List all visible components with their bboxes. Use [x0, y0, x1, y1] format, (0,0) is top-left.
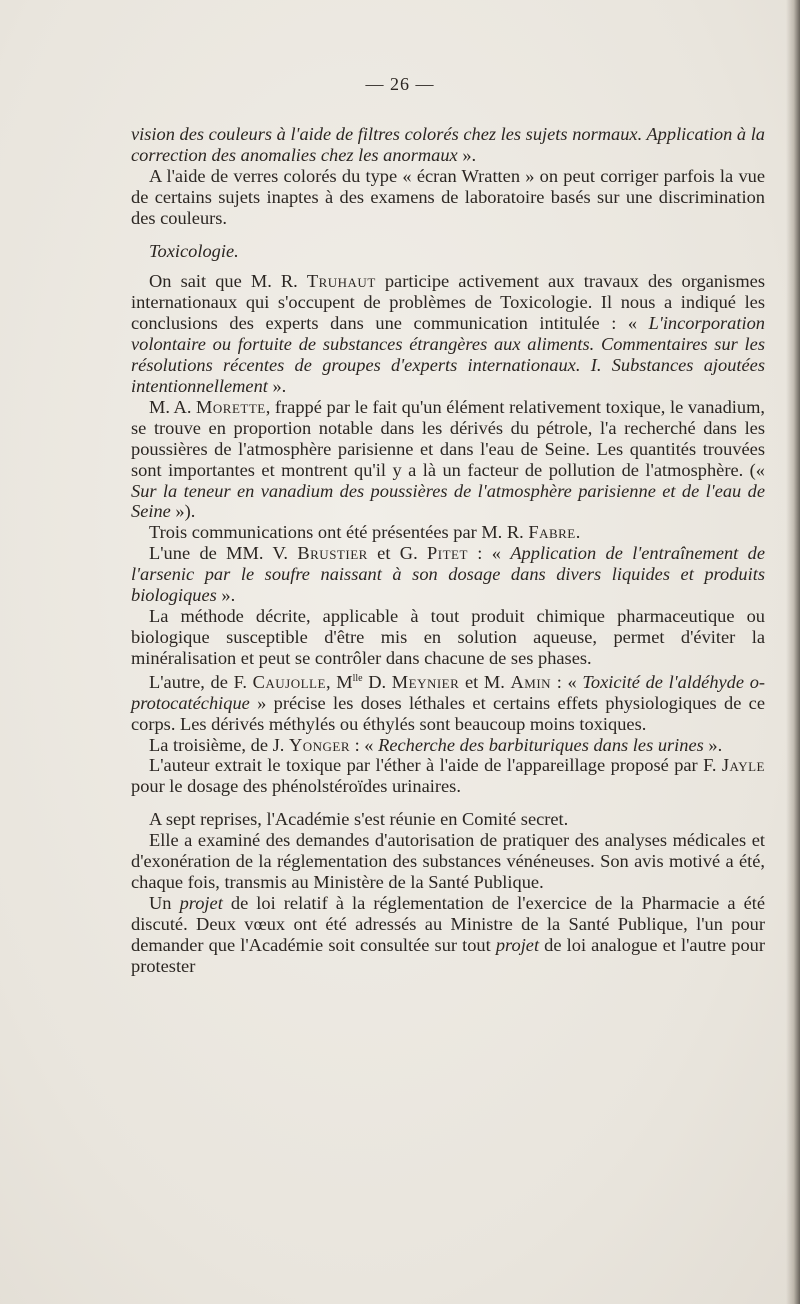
paragraph-4: M. A. Morette, frappé par le fait qu'un élément relativement toxique, le vanadium, se trouve en proportion notable dans les dérivés du pétrole, l'a recherché dans les poussières de l'atmosphère parisienne et dans l'eau de Seine. Les quantités trouvées sont importantes et montrent qu'il y a là un facteur de pollution de l'atmosphère. (« Sur la teneur en vanadium des poussières de l'atmosphère parisienne et de l'eau de Seine »). — [131, 396, 765, 522]
author-name: Fabre — [528, 522, 576, 543]
paragraph-12: Elle a examiné des demandes d'autorisation de pratiquer des analyses médicales et d'exonération de la réglementation des substances vénéneuses. Son avis motivé a été, chaque fois, transmis au Ministère de la Santé Publique. — [131, 830, 765, 892]
body-text — [131, 124, 765, 976]
paragraph-6: L'une de MM. V. Brustier et G. Pitet : « Application de l'entraînement de l'arsenic par le soufre naissant à son dosage dans divers liquides et produits biologiques ». — [131, 543, 766, 606]
paragraph-7: La méthode décrite, applicable à tout produit chimique pharmaceutique ou biologique susceptible d'être mis en solution aqueuse, permet d'éviter la minéralisation et peut se contrôler dans chacune de ses phases. — [131, 605, 765, 668]
author-name: Brustier — [297, 543, 368, 564]
author-name: Pitet — [427, 543, 468, 564]
author-name: Jayle — [721, 755, 765, 776]
section-heading: Toxicologie. — [149, 240, 239, 261]
author-name: Caujolle — [252, 671, 326, 692]
italic-word: projet — [179, 892, 223, 913]
paragraph-8: L'autre, de F. Caujolle, $M^{lle}$ D. Meynier et M. Amin : « Toxicité de l'aldéhyde o-protocatéchique » précise les doses léthales et certains effets physiologiques de ce corps. Les dérivés méthylés ou éthylés sont beaucoup moins toxiques. — [131, 671, 766, 734]
author-name: Meynier — [391, 671, 460, 692]
author-name: Yonger — [288, 734, 350, 755]
paper-title-italic: vision des couleurs à l'aide de filtres colorés chez les sujets normaux. Application à la correction des anomalies chez les anormaux — [131, 124, 765, 165]
communication-title: Recherche des barbituriques dans les urines — [378, 734, 704, 755]
paragraph-2: A l'aide de verres colorés du type « écran Wratten » on peut corriger parfois la vue de certains sujets inaptes à des examens de laboratoire basés sur une discrimination des couleurs. — [131, 165, 765, 228]
page-number: — 26 — — [365, 74, 435, 94]
communication-title: Application de l'entraînement de l'arsenic par le soufre naissant à son dosage dans divers liquides et produits biologiques — [131, 543, 766, 606]
title-superscript: lle — [352, 672, 363, 684]
paragraph-1: vision des couleurs à l'aide de filtres colorés chez les sujets normaux. Application à la correction des anomalies chez les anormaux ». — [131, 124, 765, 165]
author-name: Morette — [196, 396, 266, 417]
paragraph-9: La troisième, de J. Yonger : « Recherche des barbituriques dans les urines ». — [149, 734, 723, 755]
communication-title: Toxicité de l'aldéhyde o-protocatéchique — [131, 671, 766, 713]
paragraph-13: Un projet de loi relatif à la réglementation de l'exercice de la Pharmacie a été discuté. Deux vœux ont été adressés au Ministre de la Santé Publique, l'un pour demander que l'Académie soit consultée sur tout projet de loi analogue et l'autre pour protester — [131, 892, 766, 976]
italic-word: projet — [495, 934, 540, 955]
paragraph-11: A sept reprises, l'Académie s'est réunie en Comité secret. — [149, 809, 569, 830]
paragraph-5: Trois communications ont été présentées par M. R. Fabre. — [149, 522, 581, 543]
author-name: Truhaut — [306, 271, 376, 292]
paragraph-10: L'auteur extrait le toxique par l'éther à l'aide de l'appareillage proposé par F. Jayle pour le dosage des phénolstéroïdes urinaires. — [131, 755, 765, 797]
page-edge-shadow — [786, 0, 800, 1304]
author-name: Amin — [510, 671, 552, 692]
communication-title: Sur la teneur en vanadium des poussières de l'atmosphère parisienne et de l'eau de Seine — [131, 480, 765, 522]
paragraph-3: On sait que M. R. Truhaut participe activement aux travaux des organismes internationaux qui s'occupent de problèmes de Toxicologie. Il nous a indiqué les conclusions des experts dans une communication intitulée : « L'incorporation volontaire ou fortuite de substances étrangères aux aliments. Commentaires sur les résolutions récentes de groupes d'experts internationaux. I. Substances ajoutées intentionnellement ». — [131, 271, 765, 396]
communication-title: L'incorporation volontaire ou fortuite de substances étrangères aux aliments. Commentaires sur les résolutions récentes de groupes d'experts internationaux. I. Substances ajoutées intentionnellement — [131, 313, 765, 396]
